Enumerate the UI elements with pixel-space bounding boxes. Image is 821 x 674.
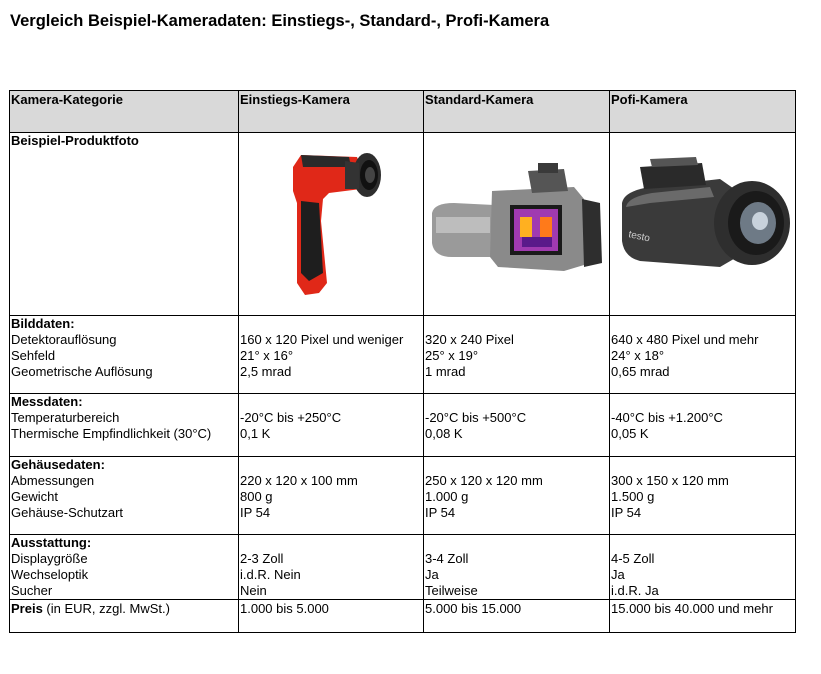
price-label: Preis (in EUR, zzgl. MwSt.): [10, 600, 239, 633]
header-standard-camera: Standard-Kamera: [424, 91, 610, 133]
gehaeusedaten-pro: 300 x 150 x 120 mm 1.500 g IP 54: [610, 457, 796, 535]
section-row-bilddaten: [10, 316, 796, 394]
header-row: [10, 91, 796, 133]
standard-thermal-camera-icon: [424, 133, 610, 315]
price-entry: 1.000 bis 5.000: [239, 600, 424, 633]
bilddaten-entry: 160 x 120 Pixel und weniger 21° x 16° 2,5 mrad: [239, 316, 424, 394]
section-label-messdaten: Messdaten: Temperaturbereich Thermische Empfindlichkeit (30°C): [10, 394, 239, 457]
bilddaten-pro: 640 x 480 Pixel und mehr 24° x 18° 0,65 mrad: [610, 316, 796, 394]
handheld-pistol-camera-icon: [239, 133, 424, 315]
gehaeusedaten-entry: 220 x 120 x 100 mm 800 g IP 54: [239, 457, 424, 535]
section-row-ausstattung: [10, 535, 796, 600]
price-standard: 5.000 bis 15.000: [424, 600, 610, 633]
section-row-messdaten: [10, 394, 796, 457]
section-label-bilddaten: Bilddaten: Detektorauflösung Sehfeld Geometrische Auflösung: [10, 316, 239, 394]
pro-camera-photo: [610, 133, 796, 316]
header-entry-camera: Einstiegs-Kamera: [239, 91, 424, 133]
entry-camera-photo: [239, 133, 424, 316]
price-row: [10, 600, 796, 633]
section-row-gehaeusedaten: [10, 457, 796, 535]
messdaten-entry: -20°C bis +250°C 0,1 K: [239, 394, 424, 457]
ausstattung-entry: 2-3 Zoll i.d.R. Nein Nein: [239, 535, 424, 600]
section-label-gehaeusedaten: Gehäusedaten: Abmessungen Gewicht Gehäuse-Schutzart: [10, 457, 239, 535]
header-pro-camera: Pofi-Kamera: [610, 91, 796, 133]
standard-camera-photo: [424, 133, 610, 316]
comparison-table: [9, 90, 796, 633]
bilddaten-standard: 320 x 240 Pixel 25° x 19° 1 mrad: [424, 316, 610, 394]
ausstattung-pro: 4-5 Zoll Ja i.d.R. Ja: [610, 535, 796, 600]
messdaten-standard: -20°C bis +500°C 0,08 K: [424, 394, 610, 457]
gehaeusedaten-standard: 250 x 120 x 120 mm 1.000 g IP 54: [424, 457, 610, 535]
photo-label: Beispiel-Produktfoto: [10, 133, 239, 316]
messdaten-pro: -40°C bis +1.200°C 0,05 K: [610, 394, 796, 457]
header-category: Kamera-Kategorie: [10, 91, 239, 133]
ausstattung-standard: 3-4 Zoll Ja Teilweise: [424, 535, 610, 600]
page-title: Vergleich Beispiel-Kameradaten: Einstiegs-, Standard-, Profi-Kamera: [10, 12, 550, 30]
section-label-ausstattung: Ausstattung: Displaygröße Wechseloptik Sucher: [10, 535, 239, 600]
professional-thermal-camera-icon: [610, 133, 796, 315]
photo-row: [10, 133, 796, 316]
svg-text:testo: testo: [627, 229, 651, 245]
price-pro: 15.000 bis 40.000 und mehr: [610, 600, 796, 633]
